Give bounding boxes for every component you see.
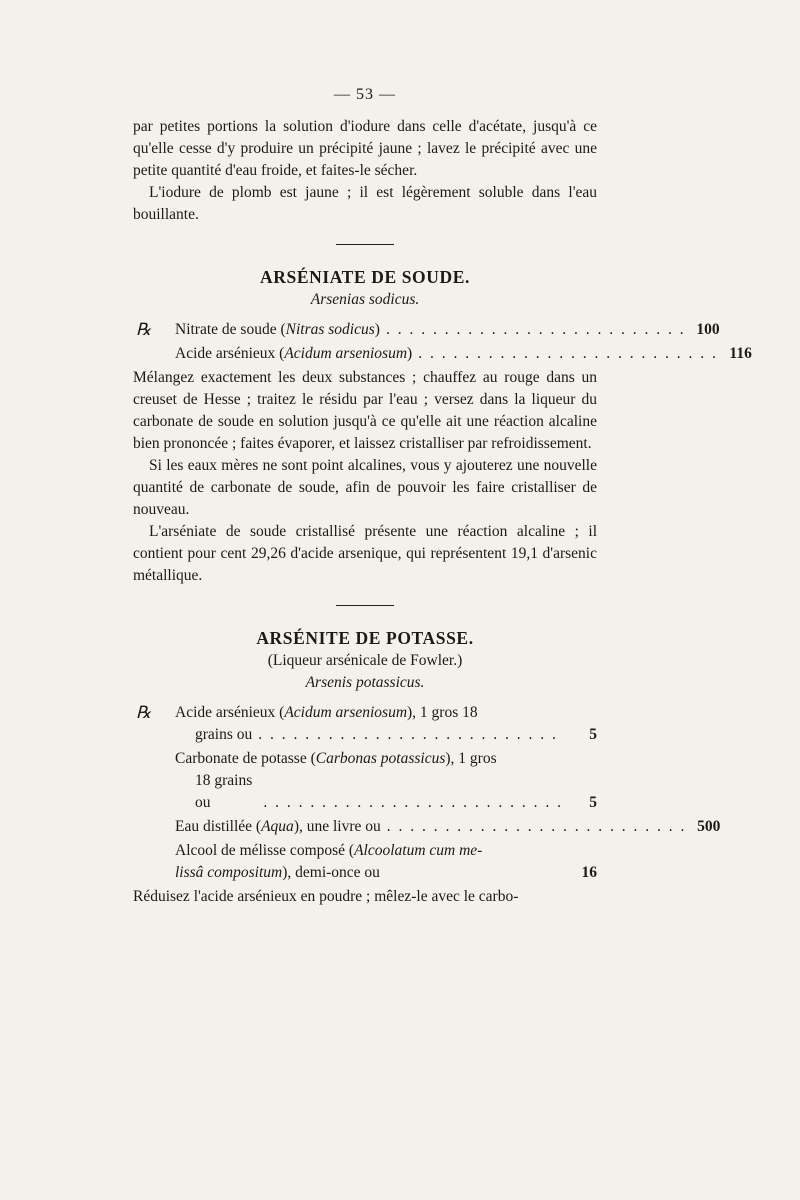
ingredient-name: Acide arsénieux (Acidum arseniosum) [175,345,413,362]
ingredient-row: Alcool de mélisse composé (Alcoolatum cum me- lissâ compositum ), demi-once ou 16 [133,840,597,884]
intro-paragraph-2: L'iodure de plomb est jaune ; il est légèrement soluble dans l'eau bouillante. [133,184,597,223]
page-number: — 53 — [334,86,396,103]
section-title-arseniate: ARSÉNIATE DE SOUDE. [260,267,470,287]
section-divider [336,605,394,606]
ingredient-quantity: 500 [697,818,721,835]
intro-paragraph-1: par petites portions la solution d'iodure dans celle d'acétate, jusqu'à ce qu'elle cesse d'y produire un précipité jaune ; lavez le précipité avec une petite quantité d'eau froide, et faites-le sécher. [133,118,597,179]
section-title-arsenite: ARSÉNITE DE POTASSE. [256,628,474,648]
body-paragraph: Mélangez exactement les deux substances ; chauffez au rouge dans un creuset de Hesse ; traitez le résidu par l'eau ; versez dans la liqueur du carbonate de soude en solution jusqu'à ce qu'elle ait une réaction alcaline bien prononcée ; faites évaporer, et laissez cristalliser par refroidissement. [133,369,597,452]
page [133,84,752,908]
ingredient-row: ℞ Acide arsénieux (Acidum arseniosum), 1 gros 18 grains ou . . . . . . . . . . . . . . . . . . . . . . . . . . 5 [133,702,597,746]
ingredient-quantity: 5 [589,726,597,743]
ingredient-row [133,319,720,341]
ingredient-quantity: 16 [581,864,597,881]
recipe-symbol-icon: ℞ [136,320,152,339]
body-paragraph: L'arséniate de soude cristallisé présente une réaction alcaline ; il contient pour cent 29,26 d'acide arsenique, qui représentent 19,1 d'arsenic métallique. [133,523,597,584]
ingredient-row [133,343,752,365]
ingredient-quantity: 116 [729,345,752,362]
dot-leader: . . . . . . . . . . . . . . . . . . . . . . . . . . [385,321,686,338]
final-paragraph: Réduisez l'acide arsénieux en poudre ; mêlez-le avec le carbo- [133,888,519,905]
ingredient-row: Carbonate de potasse (Carbonas potassicus), 1 gros 18 grains ou . . . . . . . . . . . . . . . . . . . . . . . . . . 5 [133,748,597,814]
ingredient-quantity: 5 [589,794,597,811]
ingredient-row: Eau distillée (Aqua), une livre ou . . . . . . . . . . . . . . . . . . . . . . . . . . 500 [133,816,597,838]
section-subtitle: (Liqueur arsénicale de Fowler.) [267,652,463,669]
ingredient-name: Nitrate de soude (Nitras sodicus) [175,321,380,338]
ingredient-quantity: 100 [696,321,720,338]
section-divider [336,244,394,245]
recipe-symbol-icon: ℞ [136,703,152,722]
latin-title-arseniate: Arsenias sodicus. [310,291,420,308]
latin-title-arsenite: Arsenis potassicus. [305,674,425,691]
dot-leader: . . . . . . . . . . . . . . . . . . . . . . . . . . [418,345,718,362]
body-paragraph: Si les eaux mères ne sont point alcalines, vous y ajouterez une nouvelle quantité de carbonate de soude, afin de pouvoir les faire cristalliser de nouveau. [133,457,597,518]
